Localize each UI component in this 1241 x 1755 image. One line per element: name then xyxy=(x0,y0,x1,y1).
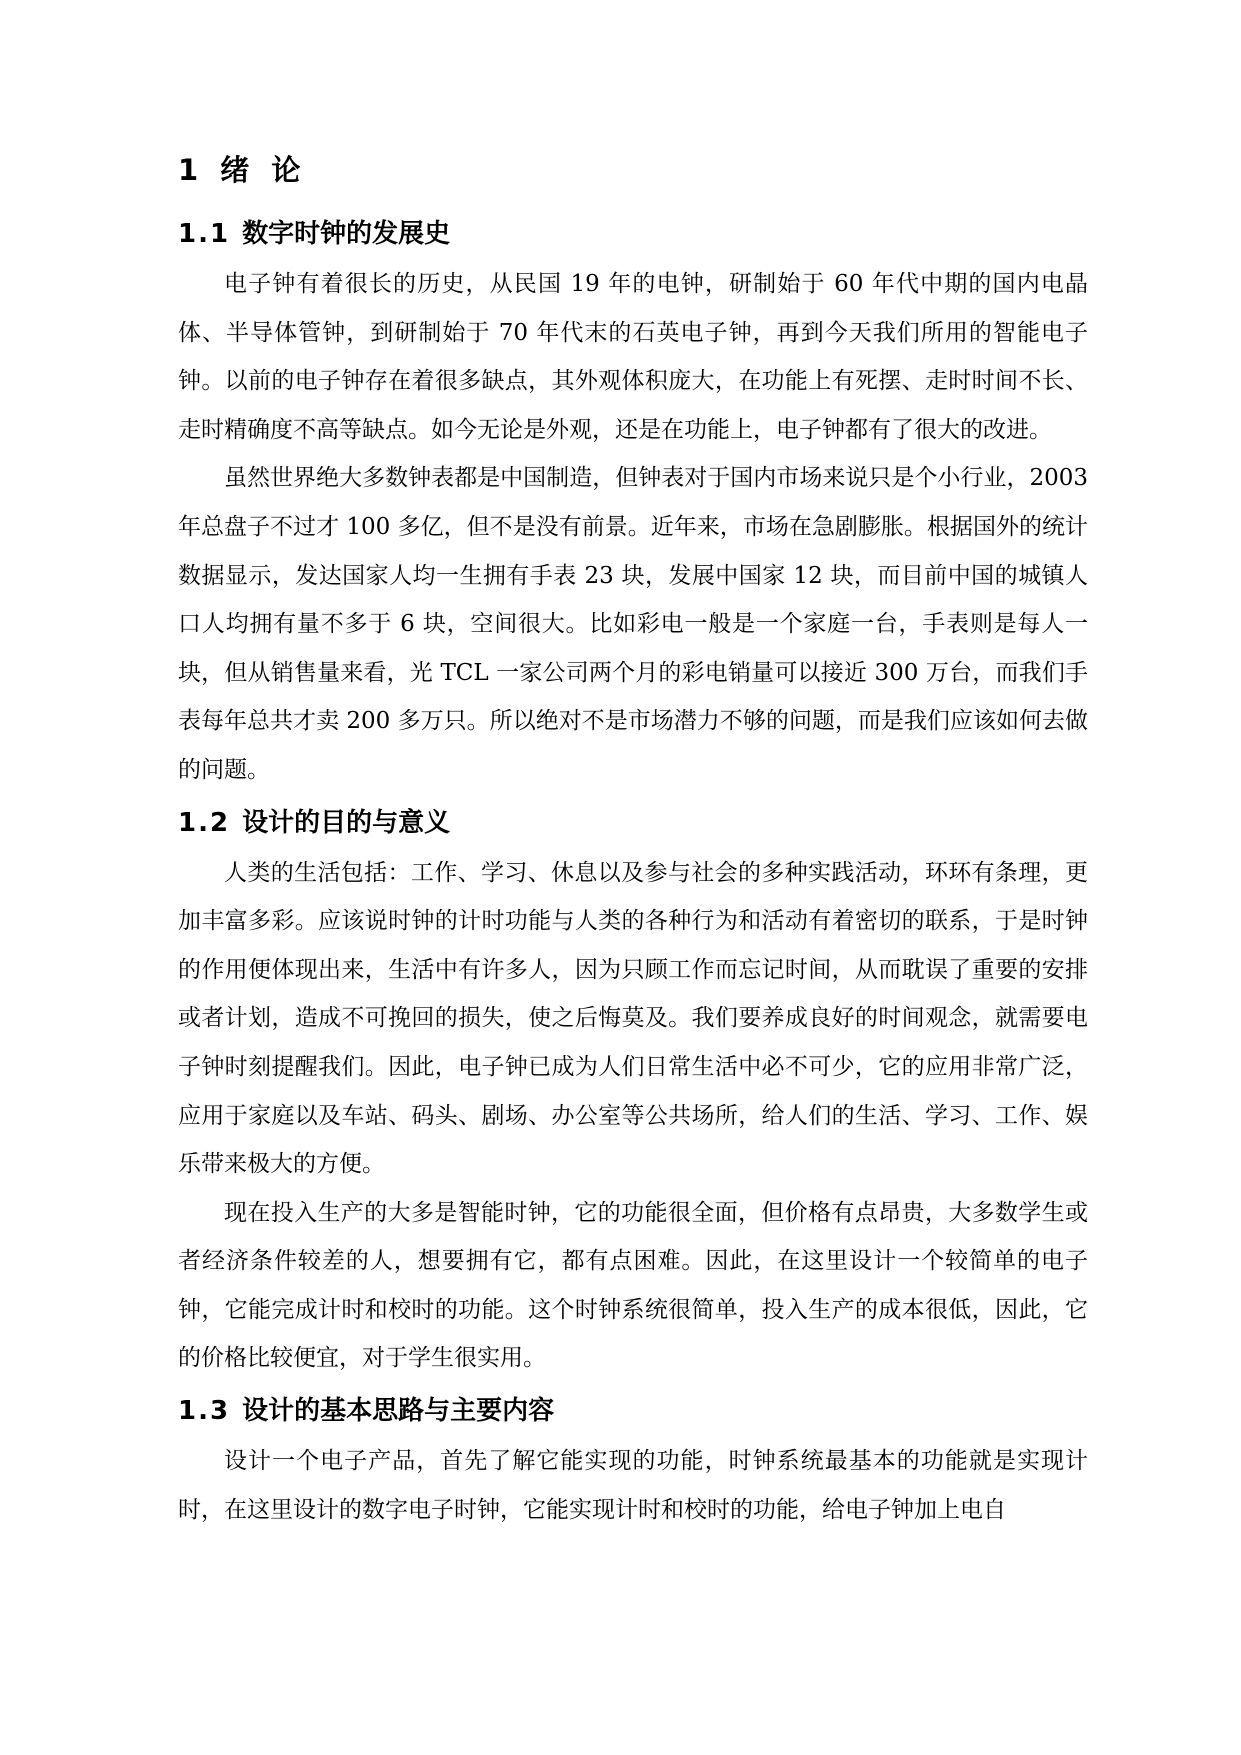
paragraph: 电子钟有着很长的历史，从民国 19 年的电钟，研制始于 60 年代中期的国内电晶体、半导体管钟，到研制始于 70 年代末的石英电子钟，再到今天我们所用的智能电子钟。以前的电子钟存在着很多缺点，其外观体积庞大，在功能上有死摆、走时时间不长、走时精确度不高等缺点。如今无论是外观，还是在功能上，电子钟都有了很大的改进。 xyxy=(178,271,1088,443)
section-title: 设计的目的与意义 xyxy=(242,807,451,838)
paragraph: 现在投入生产的大多是智能时钟，它的功能很全面，但价格有点昂贵，大多数学生或者经济条件较差的人，想要拥有它，都有点困难。因此，在这里设计一个较简单的电子钟，它能完成计时和校时的功能。这个时钟系统很简单，投入生产的成本很低，因此，它的价格比较便宜，对于学生很实用。 xyxy=(178,1199,1088,1372)
section-title: 数字时钟的发展史 xyxy=(242,219,451,249)
section-1-1 xyxy=(178,212,1088,795)
section-number: 1.1 xyxy=(178,219,231,249)
section-number: 1.3 xyxy=(178,1396,231,1427)
document-page xyxy=(178,150,1088,1534)
paragraph: 设计一个电子产品，首先了解它能实现的功能，时钟系统最基本的功能就是实现计时，在这里设计的数字电子时钟，它能实现计时和校时的功能，给电子钟加上电自 xyxy=(178,1448,1088,1523)
section-heading xyxy=(178,212,1088,256)
paragraph: 人类的生活包括：工作、学习、休息以及参与社会的多种实践活动，环环有条理，更加丰富多彩。应该说时钟的计时功能与人类的各种行为和活动有着密切的联系，于是时钟的作用便体现出来，生活中有许多人，因为只顾工作而忘记时间，从而耽误了重要的安排或者计划，造成不可挽回的损失，使之后悔莫及。我们要养成良好的时间观念，就需要电子钟时刻提醒我们。因此，电子钟已成为人们日常生活中必不可少，它的应用非常广泛，应用于家庭以及车站、码头、剧场、办公室等公共场所，给人们的生活、学习、工作、娱乐带来极大的方便。 xyxy=(178,859,1088,1178)
paragraph: 虽然世界绝大多数钟表都是中国制造，但钟表对于国内市场来说只是个小行业，2003 年总盘子不过才 100 多亿，但不是没有前景。近年来，市场在急剧膨胀。根据国外的统计数据显示，发达国家人均一生拥有手表 23 块，发展中国家 12 块，而目前中国的城镇人口人均拥有量不多于 6 块，空间很大。比如彩电一般是一个家庭一台，手表则是每人一块，但从销售量来看，光 TCL 一家公司两个月的彩电销量可以接近 300 万台，而我们手表每年总共才卖 200 多万只。所以绝对不是市场潜力不够的问题，而是我们应该如何去做的问题。 xyxy=(178,465,1088,783)
chapter-title: 1 绪 论 xyxy=(178,153,307,187)
section-heading xyxy=(178,801,1088,845)
section-title: 设计的基本思路与主要内容 xyxy=(242,1396,555,1427)
section-1-2 xyxy=(178,801,1088,1384)
section-number: 1.2 xyxy=(178,807,231,838)
section-1-3 xyxy=(178,1389,1088,1534)
section-heading xyxy=(178,1389,1088,1433)
